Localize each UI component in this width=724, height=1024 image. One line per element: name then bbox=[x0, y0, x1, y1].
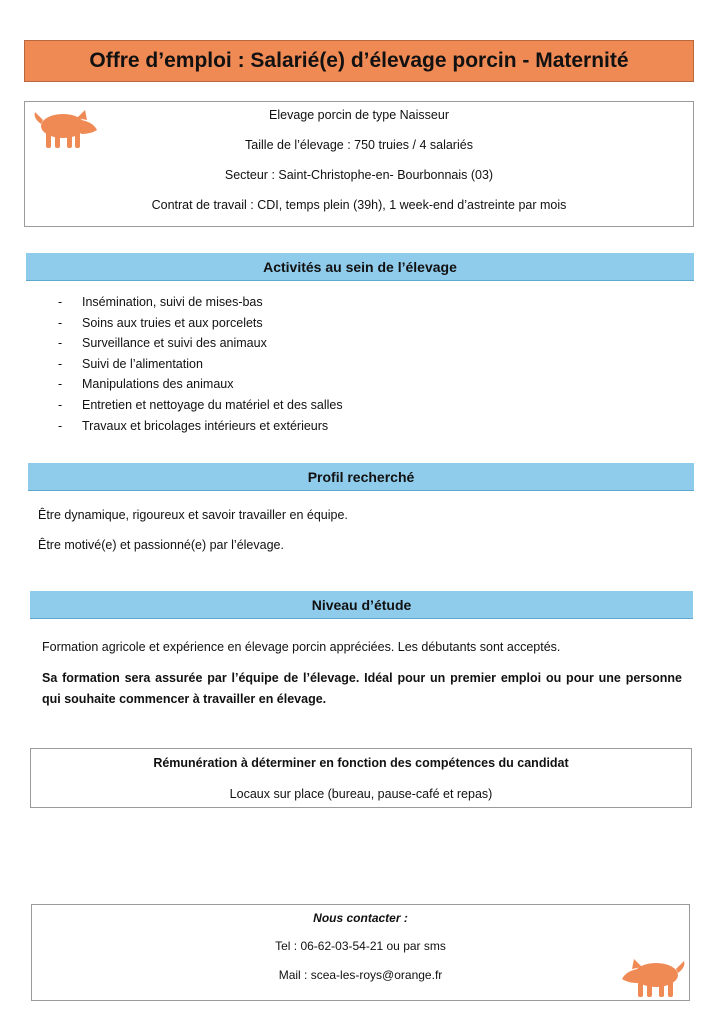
activities-heading: Activités au sein de l’élevage bbox=[26, 253, 694, 281]
list-item: - Travaux et bricolages intérieurs et extérieurs bbox=[58, 416, 343, 437]
contact-box bbox=[31, 904, 690, 1001]
profile-line-1: Être dynamique, rigoureux et savoir travailler en équipe. bbox=[38, 508, 348, 522]
education-line-1: Formation agricole et expérience en élevage porcin appréciées. Les débutants sont acceptés. bbox=[42, 640, 561, 654]
list-item: - Surveillance et suivi des animaux bbox=[58, 333, 343, 354]
list-item: - Entretien et nettoyage du matériel et des salles bbox=[58, 395, 343, 416]
premises-text: Locaux sur place (bureau, pause-café et repas) bbox=[229, 787, 493, 801]
contract-type: Contrat de travail : CDI, temps plein (39h), 1 week-end d’astreinte par mois bbox=[151, 198, 567, 212]
remuneration-text: Rémunération à déterminer en fonction des compétences du candidat bbox=[153, 756, 569, 770]
contact-phone: Tel : 06-62-03-54-21 ou par sms bbox=[275, 939, 446, 953]
contact-heading: Nous contacter : bbox=[313, 911, 408, 925]
pig-icon bbox=[616, 953, 690, 1001]
profile-line-2: Être motivé(e) et passionné(e) par l’élevage. bbox=[38, 538, 284, 552]
farm-sector: Secteur : Saint-Christophe-en- Bourbonnais (03) bbox=[224, 168, 494, 182]
activities-list bbox=[58, 292, 343, 436]
contact-mail: Mail : scea-les-roys@orange.fr bbox=[278, 968, 443, 982]
farm-type: Elevage porcin de type Naisseur bbox=[269, 108, 449, 122]
list-item: - Insémination, suivi de mises-bas bbox=[58, 292, 343, 313]
remuneration-box bbox=[30, 748, 692, 808]
profile-heading: Profil recherché bbox=[28, 463, 694, 491]
list-item: - Soins aux truies et aux porcelets bbox=[58, 313, 343, 334]
list-item: - Manipulations des animaux bbox=[58, 374, 343, 395]
info-box bbox=[24, 101, 694, 227]
education-line-2: Sa formation sera assurée par l’équipe de l’élevage. Idéal pour un premier emploi ou pour une personne qui souhaite commencer à travailler en élevage. bbox=[42, 671, 682, 706]
farm-size: Taille de l’élevage : 750 truies / 4 salariés bbox=[245, 138, 473, 152]
page-title: Offre d’emploi : Salarié(e) d’élevage porcin - Maternité bbox=[24, 40, 694, 82]
list-item: - Suivi de l’alimentation bbox=[58, 354, 343, 375]
education-heading: Niveau d’étude bbox=[30, 591, 693, 619]
